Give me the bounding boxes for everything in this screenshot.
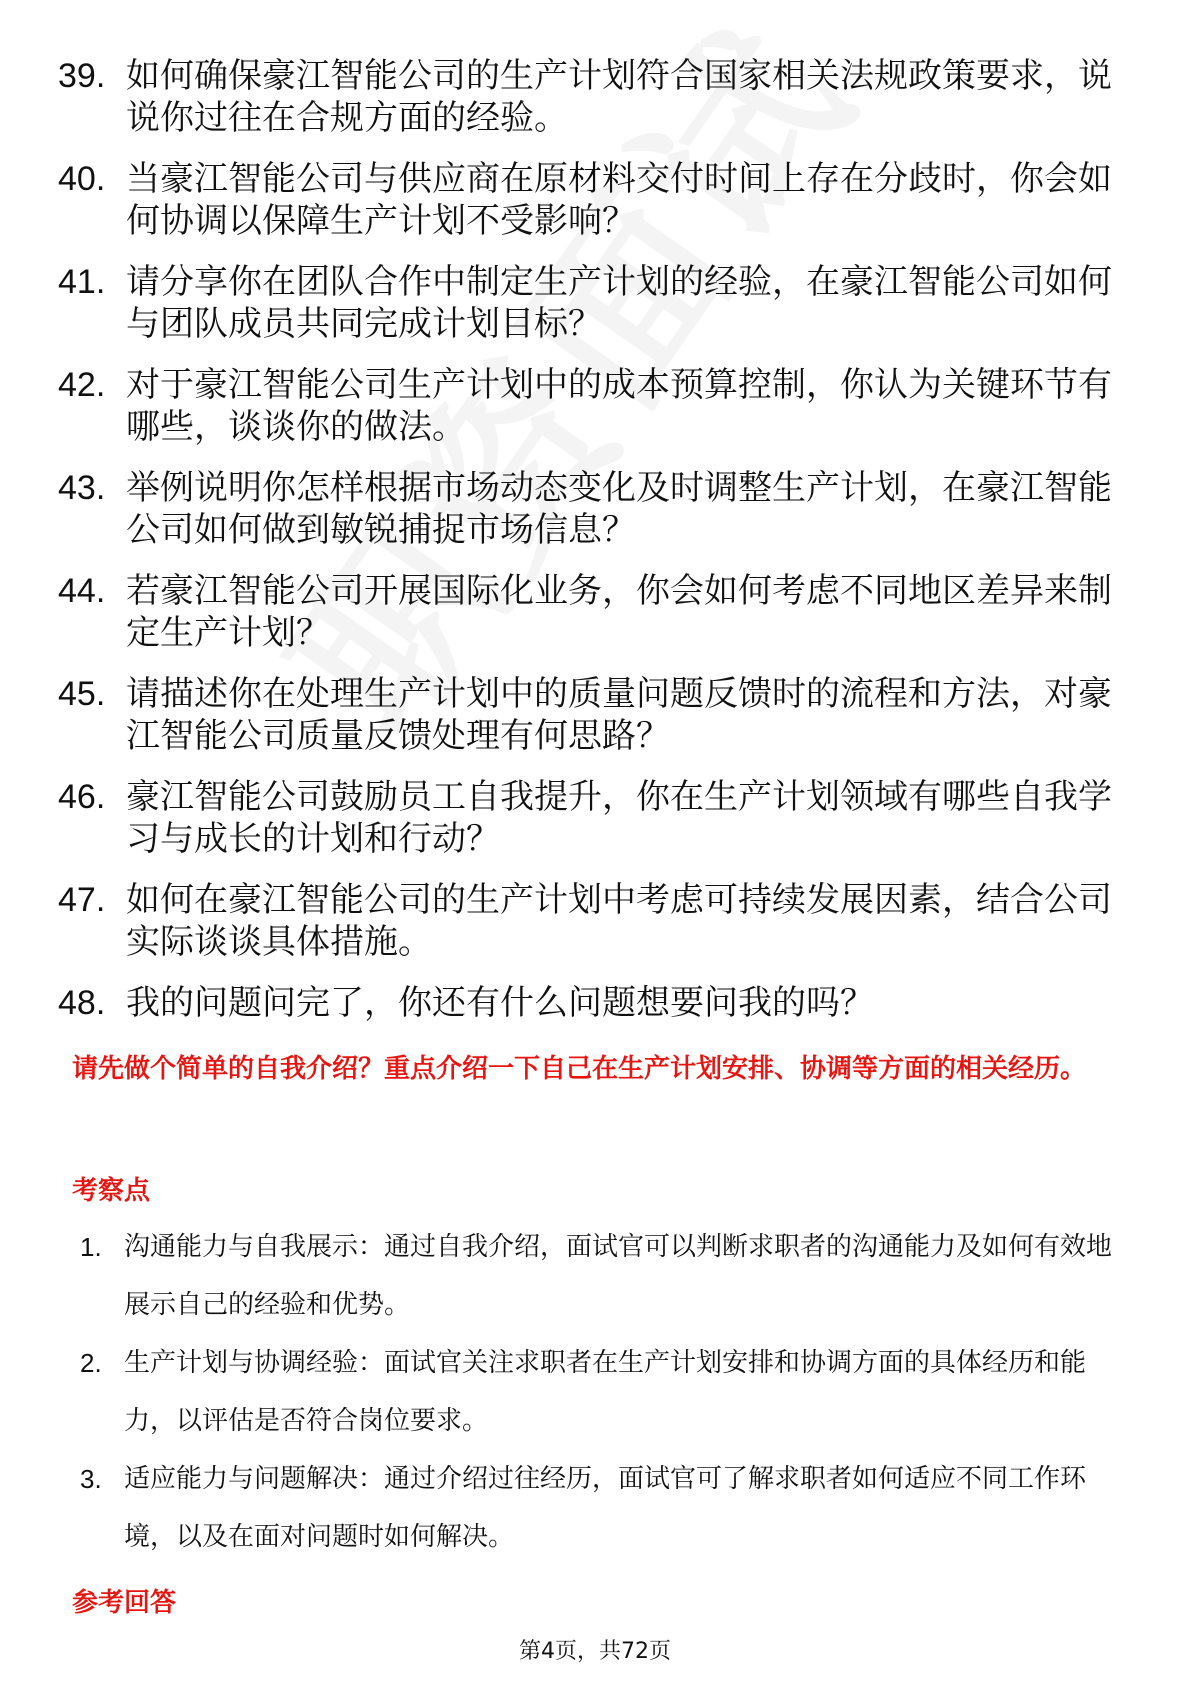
list-item — [58, 55, 1118, 139]
item-text: 如何在豪江智能公司的生产计划中考虑可持续发展因素，结合公司实际谈谈具体措施。 — [126, 880, 1112, 962]
item-number: 47. — [58, 881, 106, 919]
item-text: 当豪江智能公司与供应商在原材料交付时间上存在分歧时，你会如何协调以保障生产计划不受影响？ — [126, 159, 1112, 241]
exam-points-list — [80, 1218, 1120, 1566]
item-text: 适应能力与问题解决：通过介绍过往经历，面试官可了解求职者如何适应不同工作环境，以及在面对问题时如何解决。 — [124, 1464, 1087, 1552]
item-number: 1. — [80, 1232, 102, 1262]
item-text: 如何确保豪江智能公司的生产计划符合国家相关法规政策要求，说说你过往在合规方面的经验。 — [126, 56, 1112, 138]
item-text: 请分享你在团队合作中制定生产计划的经验，在豪江智能公司如何与团队成员共同完成计划目标？ — [126, 262, 1112, 344]
item-number: 40. — [58, 160, 106, 198]
reference-answer-title: 参考回答 — [72, 1588, 177, 1618]
list-item — [58, 776, 1118, 860]
item-text: 豪江智能公司鼓励员工自我提升，你在生产计划领域有哪些自我学习与成长的计划和行动？ — [126, 777, 1112, 859]
list-item — [58, 879, 1118, 963]
list-item — [80, 1218, 1120, 1334]
item-number: 3. — [80, 1464, 102, 1494]
list-item — [58, 673, 1118, 757]
item-number: 39. — [58, 57, 106, 95]
item-text: 生产计划与协调经验：面试官关注求职者在生产计划安排和协调方面的具体经历和能力，以评估是否符合岗位要求。 — [124, 1348, 1087, 1436]
item-number: 43. — [58, 469, 106, 507]
item-text: 请描述你在处理生产计划中的质量问题反馈时的流程和方法，对豪江智能公司质量反馈处理有何思路？ — [126, 674, 1112, 756]
list-item — [58, 982, 1118, 1024]
item-number: 44. — [58, 572, 106, 610]
list-item — [58, 570, 1118, 654]
question-list — [58, 55, 1118, 1043]
list-item — [80, 1334, 1120, 1450]
item-text: 若豪江智能公司开展国际化业务，你会如何考虑不同地区差异来制定生产计划？ — [126, 571, 1112, 653]
item-text: 我的问题问完了，你还有什么问题想要问我的吗？ — [126, 983, 874, 1023]
item-number: 2. — [80, 1348, 102, 1378]
section-title: 请先做个简单的自我介绍？重点介绍一下自己在生产计划安排、协调等方面的相关经历。 — [72, 1054, 1087, 1084]
list-item — [58, 364, 1118, 448]
item-text: 对于豪江智能公司生产计划中的成本预算控制，你认为关键环节有哪些，谈谈你的做法。 — [126, 365, 1112, 447]
item-number: 48. — [58, 984, 106, 1022]
exam-points-title: 考察点 — [72, 1176, 151, 1206]
item-number: 46. — [58, 778, 106, 816]
list-item — [58, 261, 1118, 345]
page-number: 第4页，共72页 — [519, 1639, 671, 1664]
list-item — [58, 467, 1118, 551]
list-item — [58, 158, 1118, 242]
item-number: 45. — [58, 675, 106, 713]
item-text: 举例说明你怎样根据市场动态变化及时调整生产计划，在豪江智能公司如何做到敏锐捕捉市场信息？ — [126, 468, 1112, 550]
item-number: 42. — [58, 366, 106, 404]
item-number: 41. — [58, 263, 106, 301]
list-item — [80, 1450, 1120, 1566]
item-text: 沟通能力与自我展示：通过自我介绍，面试官可以判断求职者的沟通能力及如何有效地展示自己的经验和优势。 — [124, 1232, 1113, 1320]
